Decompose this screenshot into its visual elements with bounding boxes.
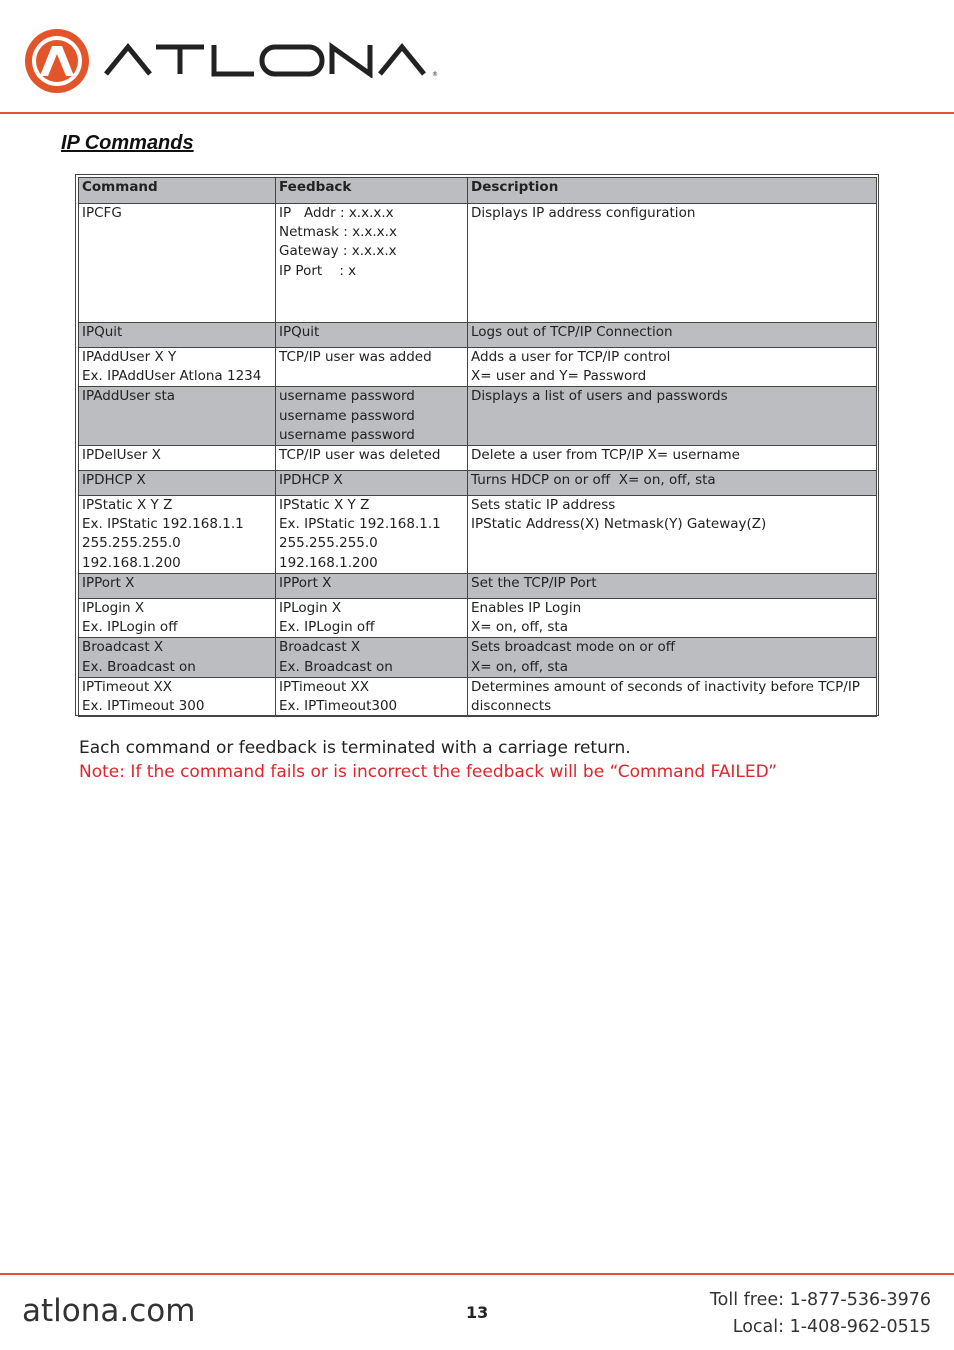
cell-description: [468, 599, 877, 638]
section-title: IP Commands: [61, 132, 194, 154]
svg-text:®: ®: [432, 71, 438, 78]
cell-line: IPQuit: [279, 324, 320, 340]
cell-line: Netmask : x.x.x.x: [279, 224, 397, 241]
cell-description: [468, 323, 877, 348]
cell-line: IPDHCP X: [279, 472, 343, 489]
table-row: [79, 387, 877, 446]
cell-description: [468, 446, 877, 471]
cell-line: TCP/IP user was added: [279, 349, 432, 365]
cell-feedback: [276, 446, 468, 471]
cell-command: [79, 348, 276, 387]
cell-line: TCP/IP user was deleted: [279, 447, 441, 464]
cell-line: 255.255.255.0: [82, 535, 181, 552]
cell-line: Ex. IPTimeout300: [279, 698, 398, 715]
cell-line: Determines amount of seconds of inactivity before TCP/IP: [471, 678, 860, 695]
cell-description: [468, 574, 877, 599]
table-row: [79, 677, 877, 716]
table-row: [79, 638, 877, 677]
cell-line: IP Addr : x.x.x.x: [279, 205, 394, 221]
cell-feedback: [276, 348, 468, 387]
cell-command: [79, 323, 276, 348]
cell-feedback: [276, 204, 468, 323]
cell-line: Ex. IPLogin off: [82, 619, 178, 636]
cell-line: Sets broadcast mode on or off: [471, 639, 676, 656]
cell-feedback: [276, 471, 468, 496]
cell-line: X= on, off, sta: [471, 658, 568, 675]
cell-command: [79, 446, 276, 471]
toll-free-number: Toll free: 1-877-536-3976: [709, 1290, 931, 1310]
cell-line: 192.168.1.200: [279, 554, 378, 571]
cell-command: [79, 496, 276, 574]
cell-line: username password: [279, 426, 415, 443]
table-row: [79, 204, 877, 323]
cell-line: Ex. IPStatic 192.168.1.1: [82, 516, 244, 533]
cell-line: IPAddUser X Y: [82, 349, 177, 365]
cell-description: [468, 387, 877, 446]
header-rule: [0, 112, 954, 114]
cell-command: [79, 599, 276, 638]
footer-website: atlona.com: [22, 1293, 196, 1329]
table-row: [79, 496, 877, 574]
atlona-logo-mark: [22, 26, 92, 100]
cell-line: username password: [279, 407, 415, 424]
cell-line: IPTimeout XX: [279, 678, 370, 695]
cell-line: IPStatic X Y Z: [279, 497, 370, 514]
cell-line: Turns HDCP on or off X= on, off, sta: [471, 472, 716, 489]
cell-line: Enables IP Login: [471, 600, 582, 617]
cell-line: Displays a list of users and passwords: [471, 388, 728, 405]
cell-line: IPPort X: [82, 575, 135, 592]
cell-line: IPDHCP X: [82, 472, 146, 489]
cell-line: IP Port : x: [279, 262, 357, 279]
column-header-feedback: Feedback: [276, 178, 468, 204]
cell-feedback: [276, 677, 468, 716]
cell-command: [79, 638, 276, 677]
cell-description: [468, 496, 877, 574]
cell-line: Broadcast X: [279, 639, 361, 656]
cell-line: IPQuit: [82, 324, 123, 340]
cell-command: [79, 677, 276, 716]
terminator-note: Each command or feedback is terminated with a carriage return.: [79, 738, 631, 758]
cell-feedback: [276, 574, 468, 599]
cell-description: [468, 348, 877, 387]
table-body: [79, 204, 877, 717]
cell-line: disconnects: [471, 698, 552, 715]
cell-feedback: [276, 387, 468, 446]
cell-line: Sets static IP address: [471, 497, 616, 514]
table-row: [79, 599, 877, 638]
cell-description: [468, 204, 877, 323]
cell-feedback: [276, 496, 468, 574]
cell-feedback: [276, 638, 468, 677]
cell-line: Ex. IPLogin off: [279, 619, 375, 636]
cell-line: X= user and Y= Password: [471, 368, 647, 385]
cell-description: [468, 677, 877, 716]
cell-line: IPTimeout XX: [82, 678, 173, 695]
cell-line: Gateway : x.x.x.x: [279, 243, 397, 260]
cell-line: Adds a user for TCP/IP control: [471, 349, 671, 365]
cell-line: IPLogin X: [279, 600, 342, 617]
cell-feedback: [276, 323, 468, 348]
column-header-description: Description: [468, 178, 877, 204]
cell-line: Logs out of TCP/IP Connection: [471, 324, 673, 340]
cell-command: [79, 387, 276, 446]
cell-line: IPStatic X Y Z: [82, 497, 173, 514]
atlona-wordmark: [104, 42, 444, 82]
failure-note: Note: If the command fails or is incorrect the feedback will be “Command FAILED”: [79, 762, 778, 782]
cell-line: IPAddUser sta: [82, 388, 176, 405]
cell-line: Ex. IPTimeout 300: [82, 698, 205, 715]
cell-line: IPCFG: [82, 205, 122, 221]
table-row: [79, 446, 877, 471]
ip-commands-table: [75, 174, 879, 716]
cell-line: Ex. Broadcast on: [279, 658, 393, 675]
cell-line: IPStatic Address(X) Netmask(Y) Gateway(Z): [471, 516, 767, 533]
column-header-command: Command: [79, 178, 276, 204]
cell-line: username password: [279, 388, 415, 405]
cell-command: [79, 204, 276, 323]
table-header-row: [79, 178, 877, 204]
cell-command: [79, 471, 276, 496]
cell-description: [468, 471, 877, 496]
cell-line: Ex. IPStatic 192.168.1.1: [279, 516, 441, 533]
cell-line: 192.168.1.200: [82, 554, 181, 571]
table-row: [79, 348, 877, 387]
cell-line: 255.255.255.0: [279, 535, 378, 552]
cell-line: X= on, off, sta: [471, 619, 568, 636]
contact-info: [710, 1287, 931, 1341]
cell-line: Set the TCP/IP Port: [471, 575, 597, 592]
cell-line: IPDelUser X: [82, 447, 161, 464]
cell-line: Ex. IPAddUser Atlona 1234: [82, 368, 262, 385]
cell-description: [468, 638, 877, 677]
cell-line: Broadcast X: [82, 639, 164, 656]
cell-line: IPPort X: [279, 575, 332, 592]
table-row: [79, 323, 877, 348]
page-number: 13: [466, 1303, 489, 1322]
table-row: [79, 574, 877, 599]
cell-feedback: [276, 599, 468, 638]
footer-rule: [0, 1273, 954, 1275]
cell-line: Ex. Broadcast on: [82, 658, 196, 675]
cell-line: IPLogin X: [82, 600, 145, 617]
cell-line: Delete a user from TCP/IP X= username: [471, 447, 740, 464]
table-row: [79, 471, 877, 496]
local-number: Local: 1-408-962-0515: [732, 1317, 931, 1337]
cell-line: Displays IP address configuration: [471, 205, 696, 221]
cell-command: [79, 574, 276, 599]
